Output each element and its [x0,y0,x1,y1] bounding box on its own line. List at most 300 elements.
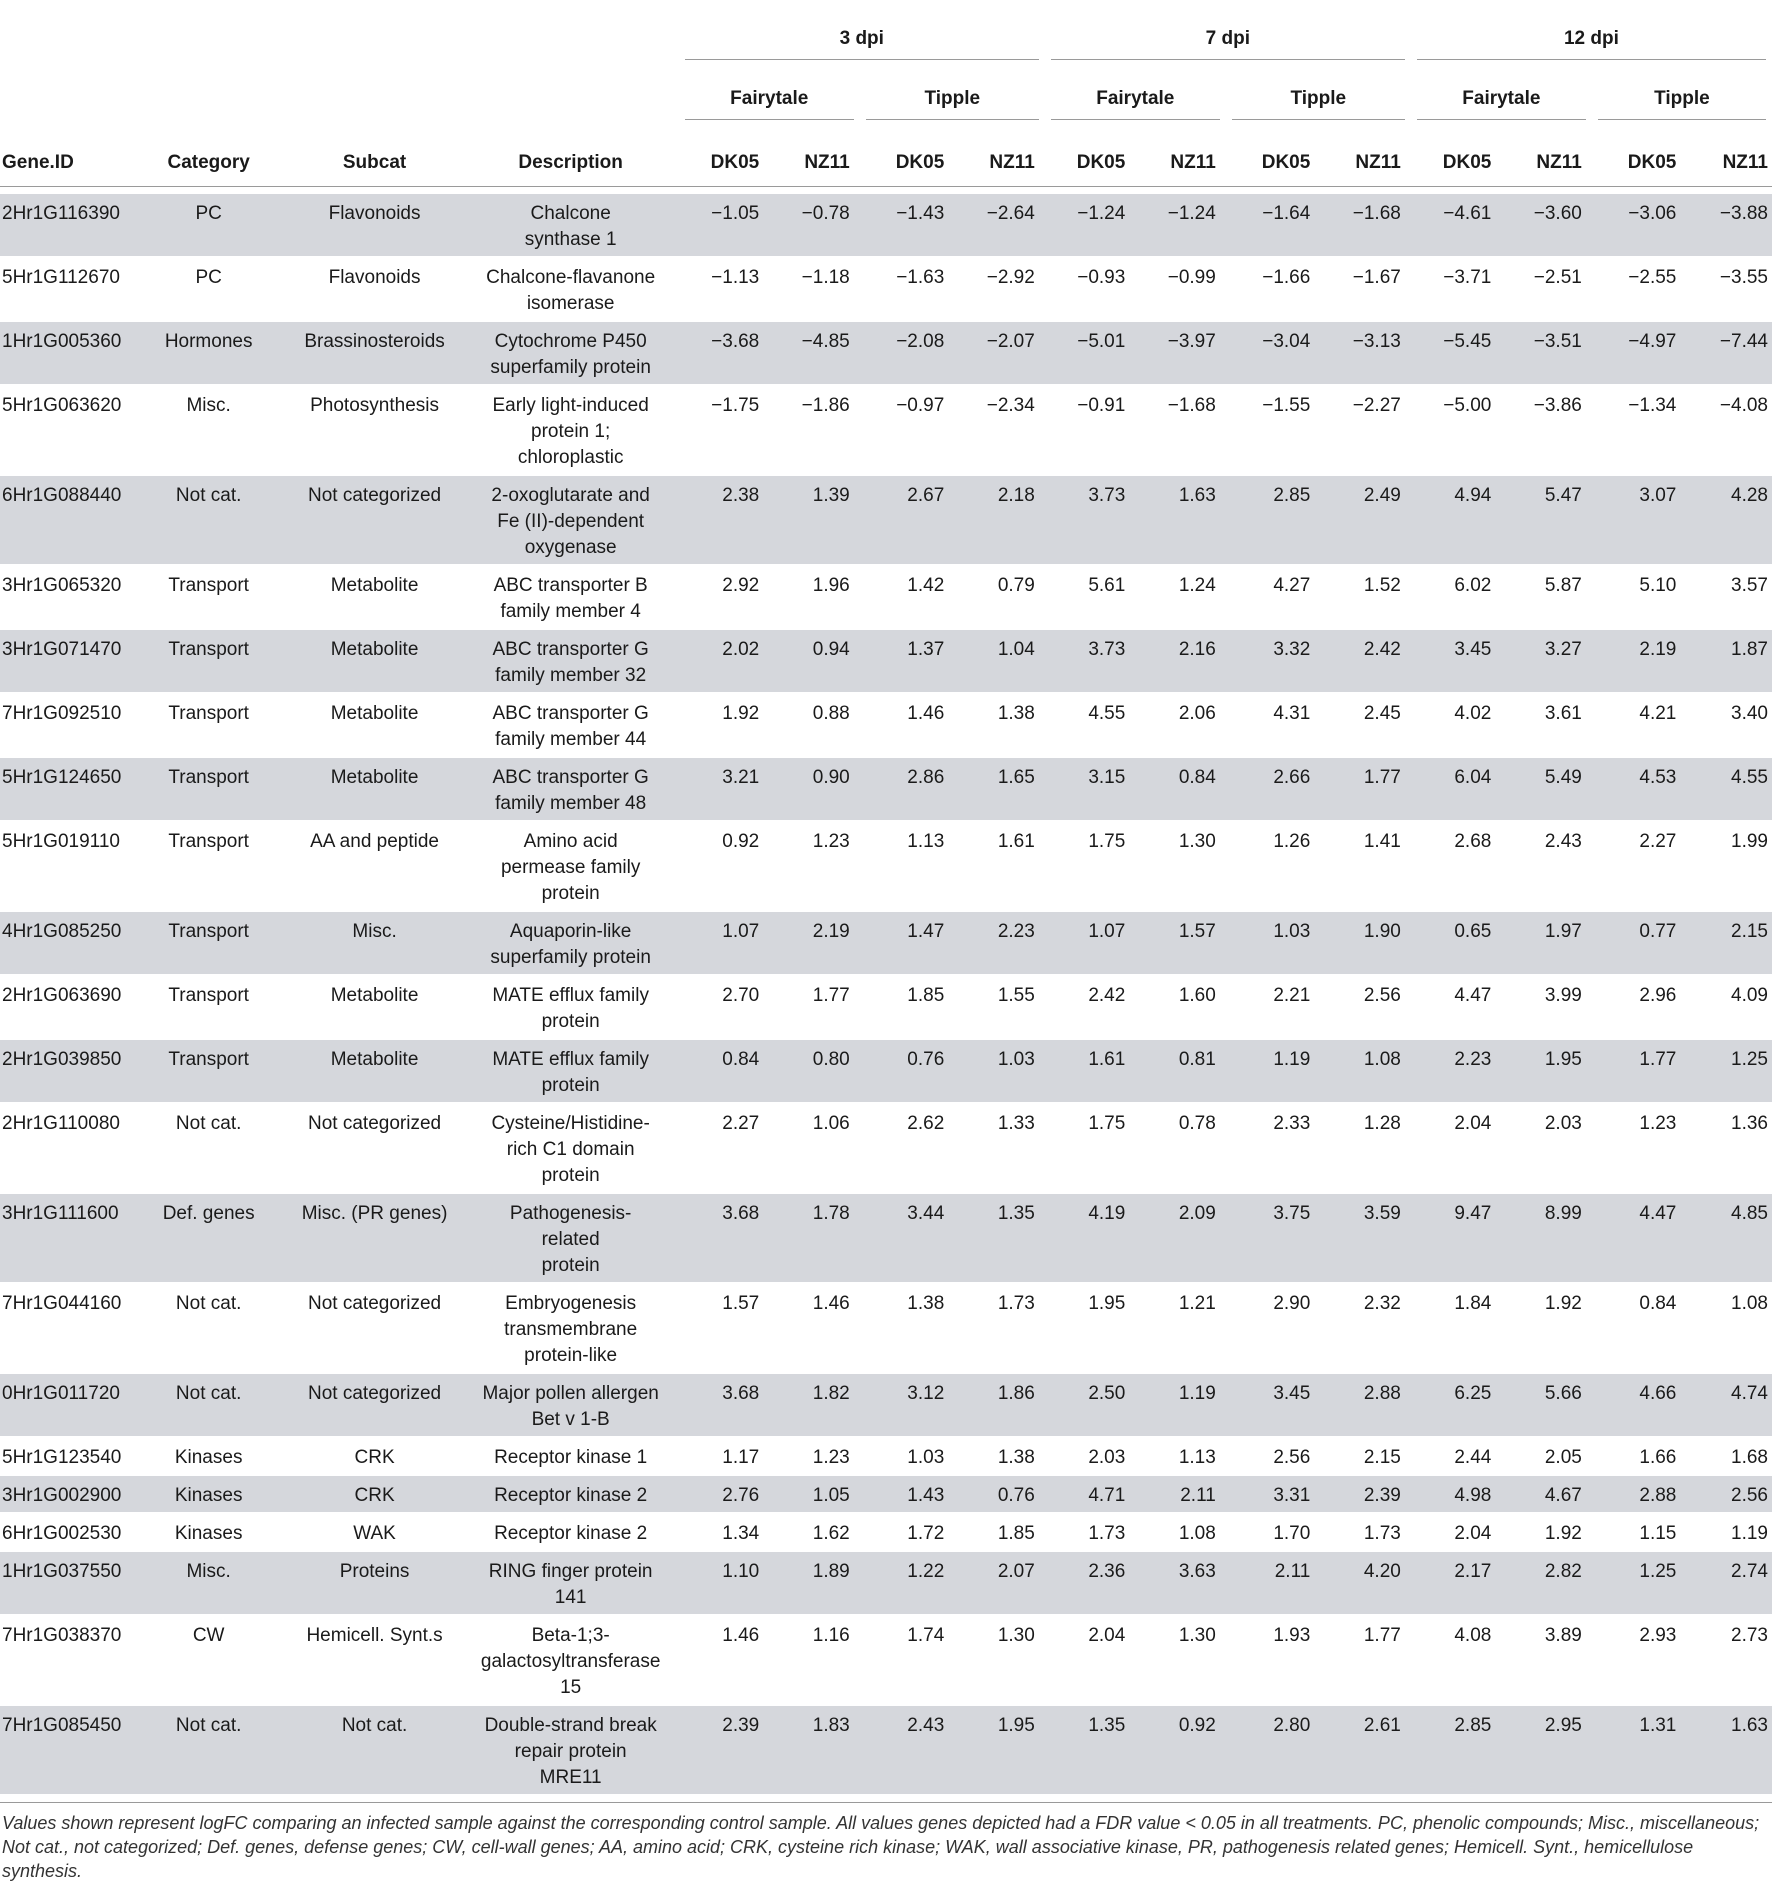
category-cell: PC [131,194,287,257]
description-line: 141 [554,1587,587,1608]
logfc-value-cell: 2.33 [1226,1103,1321,1193]
logfc-value-cell: 2.38 [679,475,770,565]
logfc-value-cell: 3.73 [1045,475,1136,565]
logfc-value-cell: −1.75 [679,385,770,475]
header-row-columns [0,120,1772,187]
logfc-value-cell: 1.43 [860,1475,955,1513]
description-cell [463,385,679,475]
category-cell: Kinases [131,1513,287,1551]
gene-id-cell: 1Hr1G037550 [0,1551,131,1615]
logfc-value-cell: 2.88 [1592,1475,1687,1513]
logfc-value-cell: −4.61 [1411,194,1502,257]
logfc-value-cell: −1.63 [860,257,955,321]
header-description: Description [463,120,679,187]
logfc-value-cell: 0.77 [1592,911,1687,975]
logfc-value-cell: 1.30 [1135,821,1226,911]
header-cultivar-tipple: Tipple [860,60,1045,120]
logfc-value-cell: 5.47 [1501,475,1592,565]
description-cell [463,1615,679,1705]
description-line: rich C1 domain [506,1139,635,1160]
gene-id-cell: 3Hr1G111600 [0,1193,131,1283]
logfc-value-cell: 1.85 [954,1513,1045,1551]
logfc-value-cell: 2.66 [1226,757,1321,821]
logfc-value-cell: 1.74 [860,1615,955,1705]
description-line: Receptor kinase 1 [494,1447,648,1468]
logfc-value-cell: −1.05 [679,194,770,257]
logfc-value-cell: 1.96 [769,565,860,629]
logfc-value-cell: 3.59 [1320,1193,1411,1283]
logfc-value-cell: −3.13 [1320,321,1411,385]
logfc-value-cell: 1.77 [1320,757,1411,821]
logfc-value-cell: 2.21 [1226,975,1321,1039]
description-cell [463,1039,679,1103]
logfc-value-cell: 1.08 [1135,1513,1226,1551]
logfc-value-cell: 2.95 [1501,1705,1592,1795]
logfc-value-cell: 3.27 [1501,629,1592,693]
category-cell: Transport [131,975,287,1039]
logfc-value-cell: 0.94 [769,629,860,693]
description-cell [463,1373,679,1437]
logfc-value-cell: 2.05 [1501,1437,1592,1475]
header-7dpi: 7 dpi [1045,0,1411,60]
logfc-value-cell: 2.03 [1501,1103,1592,1193]
header-isolate-nz11: NZ11 [1501,120,1592,187]
logfc-value-cell: −1.68 [1135,385,1226,475]
description-cell [463,975,679,1039]
gene-id-cell: 2Hr1G116390 [0,194,131,257]
logfc-value-cell: 1.39 [769,475,860,565]
logfc-value-cell: 3.40 [1686,693,1772,757]
logfc-value-cell: 2.15 [1320,1437,1411,1475]
description-line: permease family [500,857,641,878]
header-isolate-nz11: NZ11 [1320,120,1411,187]
logfc-value-cell: 4.28 [1686,475,1772,565]
logfc-value-cell: −1.13 [679,257,770,321]
logfc-value-cell: 1.30 [1135,1615,1226,1705]
logfc-value-cell: 0.88 [769,693,860,757]
category-cell: Transport [131,629,287,693]
logfc-value-cell: 1.37 [860,629,955,693]
logfc-value-cell: −2.51 [1501,257,1592,321]
subcat-cell: Flavonoids [287,194,463,257]
logfc-value-cell: 1.30 [954,1615,1045,1705]
logfc-value-cell: 0.76 [954,1475,1045,1513]
table-row [0,1283,1772,1373]
logfc-value-cell: 4.53 [1592,757,1687,821]
logfc-value-cell: 1.05 [769,1475,860,1513]
logfc-value-cell: 1.35 [1045,1705,1136,1795]
table-footnote [0,1802,1772,1883]
logfc-value-cell: 4.02 [1411,693,1502,757]
logfc-value-cell: 1.24 [1135,565,1226,629]
logfc-value-cell: 3.31 [1226,1475,1321,1513]
description-cell [463,1437,679,1475]
logfc-value-cell: 0.90 [769,757,860,821]
description-cell [463,1513,679,1551]
table-row [0,757,1772,821]
header-isolate-dk05: DK05 [1411,120,1502,187]
subcat-cell: Metabolite [287,693,463,757]
logfc-value-cell: 3.89 [1501,1615,1592,1705]
logfc-value-cell: −0.93 [1045,257,1136,321]
logfc-value-cell: 1.21 [1135,1283,1226,1373]
subcat-cell: Misc. (PR genes) [287,1193,463,1283]
subcat-cell: Flavonoids [287,257,463,321]
header-gene-id: Gene.ID [0,120,131,187]
description-line: protein [541,1011,600,1032]
logfc-value-cell: −0.91 [1045,385,1136,475]
description-line: ABC transporter G [492,767,649,788]
logfc-value-cell: 1.31 [1592,1705,1687,1795]
logfc-value-cell: 1.85 [860,975,955,1039]
table-row [0,385,1772,475]
logfc-value-cell: −2.07 [954,321,1045,385]
subcat-cell: Not cat. [287,1705,463,1795]
logfc-value-cell: 1.34 [679,1513,770,1551]
logfc-value-cell: 1.33 [954,1103,1045,1193]
description-line: family member 48 [495,793,647,814]
logfc-value-cell: 3.68 [679,1193,770,1283]
logfc-value-cell: 1.22 [860,1551,955,1615]
description-line: Beta-1;3- [531,1625,610,1646]
description-line: protein [541,883,600,904]
gene-id-cell: 5Hr1G019110 [0,821,131,911]
subcat-cell: CRK [287,1437,463,1475]
logfc-value-cell: −3.97 [1135,321,1226,385]
logfc-value-cell: 3.45 [1411,629,1502,693]
header-cultivar-fairytale: Fairytale [1045,60,1226,120]
logfc-value-cell: 1.78 [769,1193,860,1283]
subcat-cell: AA and peptide [287,821,463,911]
logfc-value-cell: 2.16 [1135,629,1226,693]
table-row [0,1551,1772,1615]
table-row [0,629,1772,693]
logfc-value-cell: 1.92 [1501,1513,1592,1551]
description-line: Major pollen allergen [482,1383,659,1404]
logfc-value-cell: −3.60 [1501,194,1592,257]
logfc-value-cell: 1.66 [1592,1437,1687,1475]
logfc-value-cell: 1.92 [679,693,770,757]
logfc-value-cell: −1.55 [1226,385,1321,475]
description-line: protein [541,1165,600,1186]
description-line: MRE11 [539,1767,602,1788]
logfc-value-cell: 2.43 [860,1705,955,1795]
logfc-value-cell: 1.23 [769,821,860,911]
logfc-value-cell: −3.68 [679,321,770,385]
subcat-cell: CRK [287,1475,463,1513]
logfc-value-cell: 1.62 [769,1513,860,1551]
logfc-value-cell: 1.90 [1320,911,1411,975]
logfc-value-cell: 1.42 [860,565,955,629]
logfc-value-cell: 5.49 [1501,757,1592,821]
description-line: Aquaporin-like [509,921,632,942]
gene-id-cell: 4Hr1G085250 [0,911,131,975]
description-cell [463,911,679,975]
logfc-value-cell: 1.23 [769,1437,860,1475]
logfc-value-cell: 2.42 [1045,975,1136,1039]
table-row [0,821,1772,911]
logfc-value-cell: 1.89 [769,1551,860,1615]
logfc-value-cell: −1.68 [1320,194,1411,257]
logfc-value-cell: 2.07 [954,1551,1045,1615]
description-cell [463,1705,679,1795]
header-isolate-dk05: DK05 [1592,120,1687,187]
description-line: Amino acid [523,831,618,852]
gene-id-cell: 5Hr1G124650 [0,757,131,821]
logfc-value-cell: 2.17 [1411,1551,1502,1615]
description-cell [463,257,679,321]
logfc-value-cell: −3.55 [1686,257,1772,321]
logfc-value-cell: 2.32 [1320,1283,1411,1373]
logfc-value-cell: 1.52 [1320,565,1411,629]
logfc-value-cell: 1.92 [1501,1283,1592,1373]
category-cell: Transport [131,1039,287,1103]
logfc-value-cell: 3.68 [679,1373,770,1437]
table-body [0,194,1772,1795]
subcat-cell: Misc. [287,911,463,975]
description-line: Receptor kinase 2 [494,1485,648,1506]
logfc-value-cell: 3.45 [1226,1373,1321,1437]
logfc-value-cell: 1.04 [954,629,1045,693]
category-cell: Not cat. [131,475,287,565]
logfc-value-cell: −1.43 [860,194,955,257]
logfc-value-cell: 3.73 [1045,629,1136,693]
logfc-value-cell: 2.49 [1320,475,1411,565]
logfc-value-cell: 1.41 [1320,821,1411,911]
logfc-value-cell: 1.25 [1686,1039,1772,1103]
logfc-value-cell: 1.06 [769,1103,860,1193]
logfc-value-cell: −0.97 [860,385,955,475]
header-cultivar-tipple: Tipple [1226,60,1411,120]
logfc-value-cell: 2.85 [1411,1705,1502,1795]
logfc-value-cell: 1.73 [954,1283,1045,1373]
logfc-value-cell: −1.64 [1226,194,1321,257]
description-cell [463,1103,679,1193]
logfc-value-cell: −0.99 [1135,257,1226,321]
description-line: superfamily protein [490,357,651,378]
logfc-value-cell: 2.27 [679,1103,770,1193]
gene-id-cell: 1Hr1G005360 [0,321,131,385]
logfc-value-cell: 2.45 [1320,693,1411,757]
logfc-value-cell: 6.25 [1411,1373,1502,1437]
table-row [0,1373,1772,1437]
subcat-cell: Photosynthesis [287,385,463,475]
description-line: ABC transporter B [493,575,648,596]
logfc-value-cell: 2.62 [860,1103,955,1193]
category-cell: Transport [131,821,287,911]
logfc-value-cell: 1.60 [1135,975,1226,1039]
description-line: Cytochrome P450 [494,331,647,352]
description-line: Receptor kinase 2 [494,1523,648,1544]
logfc-value-cell: 1.95 [954,1705,1045,1795]
category-cell: Not cat. [131,1705,287,1795]
logfc-value-cell: 3.63 [1135,1551,1226,1615]
logfc-value-cell: 1.68 [1686,1437,1772,1475]
logfc-value-cell: 1.19 [1135,1373,1226,1437]
logfc-value-cell: 1.57 [1135,911,1226,975]
description-line: synthase 1 [524,229,617,250]
logfc-value-cell: 1.95 [1501,1039,1592,1103]
logfc-value-cell: 2.04 [1411,1513,1502,1551]
logfc-value-cell: 1.46 [769,1283,860,1373]
header-row-cultivar [0,60,1772,120]
logfc-value-cell: 1.26 [1226,821,1321,911]
logfc-value-cell: 4.08 [1411,1615,1502,1705]
logfc-value-cell: 0.84 [679,1039,770,1103]
logfc-value-cell: 4.98 [1411,1475,1502,1513]
description-line: Embryogenesis [505,1293,637,1314]
logfc-value-cell: 3.61 [1501,693,1592,757]
table-row [0,257,1772,321]
logfc-value-cell: −3.06 [1592,194,1687,257]
category-cell: Misc. [131,385,287,475]
header-blank [0,60,679,120]
table-row [0,565,1772,629]
logfc-value-cell: 1.75 [1045,1103,1136,1193]
gene-id-cell: 5Hr1G112670 [0,257,131,321]
description-cell [463,821,679,911]
description-cell [463,629,679,693]
description-cell [463,1551,679,1615]
table-row [0,1513,1772,1551]
subcat-cell: WAK [287,1513,463,1551]
logfc-value-cell: 4.67 [1501,1475,1592,1513]
logfc-value-cell: 2.11 [1226,1551,1321,1615]
table-row [0,194,1772,257]
logfc-value-cell: 2.67 [860,475,955,565]
logfc-value-cell: 4.71 [1045,1475,1136,1513]
header-isolate-nz11: NZ11 [1686,120,1772,187]
logfc-value-cell: −0.78 [769,194,860,257]
description-line: Chalcone [530,203,611,224]
header-isolate-dk05: DK05 [1045,120,1136,187]
logfc-value-cell: 4.66 [1592,1373,1687,1437]
subcat-cell: Metabolite [287,565,463,629]
logfc-value-cell: 4.94 [1411,475,1502,565]
description-cell [463,565,679,629]
gene-id-cell: 7Hr1G038370 [0,1615,131,1705]
logfc-value-cell: 4.55 [1686,757,1772,821]
description-line: 2-oxoglutarate and [491,485,650,506]
logfc-value-cell: 4.85 [1686,1193,1772,1283]
logfc-value-cell: 3.12 [860,1373,955,1437]
logfc-value-cell: −3.04 [1226,321,1321,385]
logfc-value-cell: 1.03 [954,1039,1045,1103]
logfc-value-cell: 2.92 [679,565,770,629]
description-cell [463,1283,679,1373]
description-line: protein [541,1255,600,1276]
category-cell: PC [131,257,287,321]
logfc-value-cell: −3.51 [1501,321,1592,385]
logfc-value-cell: 2.09 [1135,1193,1226,1283]
logfc-value-cell: 4.19 [1045,1193,1136,1283]
logfc-value-cell: 1.16 [769,1615,860,1705]
logfc-value-cell: −1.24 [1045,194,1136,257]
logfc-value-cell: 1.46 [860,693,955,757]
description-line: protein [541,1075,600,1096]
subcat-cell: Hemicell. Synt.s [287,1615,463,1705]
logfc-value-cell: −1.66 [1226,257,1321,321]
category-cell: Transport [131,565,287,629]
description-line: family member 4 [500,601,641,622]
logfc-value-cell: −2.64 [954,194,1045,257]
logfc-value-cell: 4.21 [1592,693,1687,757]
gene-id-cell: 0Hr1G011720 [0,1373,131,1437]
logfc-value-cell: 0.80 [769,1039,860,1103]
description-line: isomerase [526,293,615,314]
logfc-value-cell: 8.99 [1501,1193,1592,1283]
description-line: Double-strand break [484,1715,657,1736]
logfc-value-cell: −2.27 [1320,385,1411,475]
logfc-value-cell: 2.03 [1045,1437,1136,1475]
logfc-value-cell: 4.55 [1045,693,1136,757]
gene-id-cell: 6Hr1G002530 [0,1513,131,1551]
logfc-value-cell: 2.19 [1592,629,1687,693]
logfc-value-cell: 0.84 [1135,757,1226,821]
gene-id-cell: 7Hr1G085450 [0,1705,131,1795]
logfc-value-cell: −5.45 [1411,321,1502,385]
description-line: protein 1; [531,421,611,442]
logfc-value-cell: 2.18 [954,475,1045,565]
logfc-value-cell: −1.86 [769,385,860,475]
logfc-value-cell: 1.65 [954,757,1045,821]
logfc-value-cell: 2.04 [1411,1103,1502,1193]
gene-id-cell: 2Hr1G039850 [0,1039,131,1103]
logfc-value-cell: 2.27 [1592,821,1687,911]
gene-id-cell: 5Hr1G063620 [0,385,131,475]
gene-id-cell: 3Hr1G071470 [0,629,131,693]
category-cell: Transport [131,757,287,821]
logfc-value-cell: 5.87 [1501,565,1592,629]
logfc-value-cell: 0.65 [1411,911,1502,975]
logfc-value-cell: −4.97 [1592,321,1687,385]
logfc-value-cell: 1.19 [1226,1039,1321,1103]
logfc-value-cell: 1.82 [769,1373,860,1437]
table-row [0,321,1772,385]
description-line: related [541,1229,600,1250]
description-line: protein-like [524,1345,618,1366]
description-cell [463,321,679,385]
logfc-value-cell: 2.15 [1686,911,1772,975]
logfc-value-cell: 2.19 [769,911,860,975]
logfc-value-cell: 6.04 [1411,757,1502,821]
description-cell [463,757,679,821]
logfc-value-cell: 1.03 [1226,911,1321,975]
logfc-value-cell: 1.95 [1045,1283,1136,1373]
subcat-cell: Not categorized [287,1103,463,1193]
header-isolate-nz11: NZ11 [1135,120,1226,187]
logfc-value-cell: 0.92 [1135,1705,1226,1795]
logfc-value-cell: 1.19 [1686,1513,1772,1551]
logfc-value-cell: 0.81 [1135,1039,1226,1103]
logfc-value-cell: 1.38 [954,693,1045,757]
logfc-value-cell: −5.00 [1411,385,1502,475]
logfc-value-cell: 9.47 [1411,1193,1502,1283]
logfc-value-cell: 1.10 [679,1551,770,1615]
logfc-value-cell: 1.63 [1686,1705,1772,1795]
description-line: family member 44 [495,729,647,750]
logfc-value-cell: −5.01 [1045,321,1136,385]
logfc-value-cell: 1.97 [1501,911,1592,975]
description-line: Chalcone-flavanone [486,267,656,288]
header-subcat: Subcat [287,120,463,187]
subcat-cell: Metabolite [287,629,463,693]
logfc-value-cell: 1.13 [860,821,955,911]
category-cell: Misc. [131,1551,287,1615]
table-row [0,1039,1772,1103]
logfc-value-cell: 1.87 [1686,629,1772,693]
logfc-value-cell: 2.23 [954,911,1045,975]
